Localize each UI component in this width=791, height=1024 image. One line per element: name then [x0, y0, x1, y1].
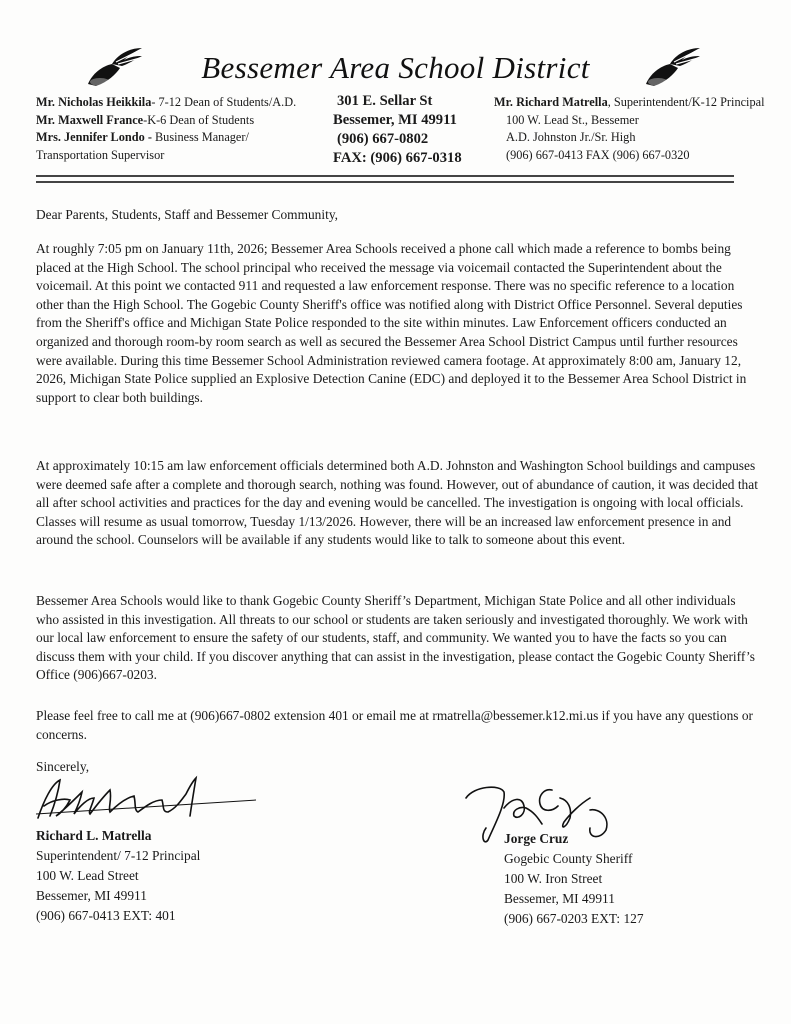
staff-line: 100 W. Lead St., Bessemer: [506, 112, 639, 127]
letter-paragraph: At approximately 10:15 am law enforcement officials determined both A.D. Johnston and Washington School buildings and campuses were deemed safe after a complete and thorough search, nothing was found. However, out of abundance of caution, it was decided that all after school activities and practices for the day and evening would be cancelled. The investigation is ongoing with local officials. Classes will resume as usual tomorrow, Tuesday 1/13/2026. However, there will be an increased law enforcement presence in and around the school. Counselors will be available if any students would like to talk to someone about this event.: [36, 458, 758, 548]
letter-paragraph: Please feel free to call me at (906)667-0802 extension 401 or email me at rmatrella@bessemer.k12.mi.us if you have any questions or concerns.: [36, 708, 753, 742]
letter-closing: Sincerely,: [36, 759, 90, 774]
staff-line: Transportation Supervisor: [36, 147, 165, 162]
letterhead-right-staff: [494, 94, 791, 164]
signatory-city: Bessemer, MI 49911: [504, 891, 615, 906]
signatory-name: Jorge Cruz: [504, 831, 569, 846]
staff-line: A.D. Johnston Jr./Sr. High: [506, 130, 636, 144]
signatory-title: Superintendent/ 7-12 Principal: [36, 848, 201, 863]
letter-paragraph: At roughly 7:05 pm on January 11th, 2026; Bessemer Area Schools received a phone call which made a reference to bombs being placed at the High School. The school principal who received the message via voicemail contacted the Superintendent about the voicemail. At this point we contacted 911 and requested a law enforcement response. There was no specific reference to a location other than the High School. The Gogebic County Sheriff's office was notified along with District Office Personnel. Several deputies from the Sheriff's office and Michigan State Police responded to the site within minutes. Law Enforcement officers conducted an organized and thorough room-by room search as well as secured the Bessemer Area School District Campus until further resources were available. During this time Bessemer School Administration reviewed camera footage. At approximately 8:00 am, January 12, 2026, Michigan State Police supplied an Explosive Detection Canine (EDC) and deployed it to the Bessemer Area School District in support to clear both buildings.: [36, 241, 747, 405]
signatory-city: Bessemer, MI 49911: [36, 888, 147, 903]
signatory-title: Gogebic County Sheriff: [504, 851, 633, 866]
letterhead-divider: [36, 175, 734, 183]
staff-line: Mrs. Jennifer Londo - Business Manager/: [36, 130, 249, 144]
staff-line: (906) 667-0413 FAX (906) 667-0320: [506, 147, 690, 162]
signatory-block-matrella: [36, 826, 200, 926]
staff-line: Mr. Nicholas Heikkila- 7-12 Dean of Students/A.D.: [36, 95, 297, 109]
signatory-block-cruz: [504, 829, 644, 929]
signatory-phone: (906) 667-0413 EXT: 401: [36, 908, 176, 923]
letter-paragraph: Bessemer Area Schools would like to thank Gogebic County Sheriff’s Department, Michigan State Police and all other individuals who assisted in this investigation. All threats to our school or students are taken seriously and investigated thoroughly. We work with our local law enforcement to ensure the safety of our students, staff, and community. We wanted you to have the facts so you can discuss them with your child. If you discover anything that can assist in the investigation, please contact the Gogebic County Sheriff’s Office (906)667-0203.: [36, 593, 755, 683]
letterhead-address: [333, 92, 462, 168]
address-line: (906) 667-0802: [337, 131, 429, 147]
address-line: FAX: (906) 667-0318: [333, 150, 462, 166]
address-line: 301 E. Sellar St: [337, 93, 433, 109]
signature-matrella: [30, 770, 260, 828]
letterhead-left-staff: [36, 94, 296, 164]
signatory-street: 100 W. Lead Street: [36, 868, 139, 883]
staff-line: Mr. Maxwell France-K-6 Dean of Students: [36, 112, 255, 127]
address-line: Bessemer, MI 49911: [333, 112, 457, 128]
signatory-name: Richard L. Matrella: [36, 828, 152, 843]
district-title: Bessemer Area School District: [201, 50, 590, 85]
signatory-phone: (906) 667-0203 EXT: 127: [504, 911, 644, 926]
letter-greeting: Dear Parents, Students, Staff and Bessemer Community,: [36, 207, 338, 222]
staff-line: Mr. Richard Matrella, Superintendent/K-12 Principal: [494, 95, 765, 109]
signatory-street: 100 W. Iron Street: [504, 871, 603, 886]
